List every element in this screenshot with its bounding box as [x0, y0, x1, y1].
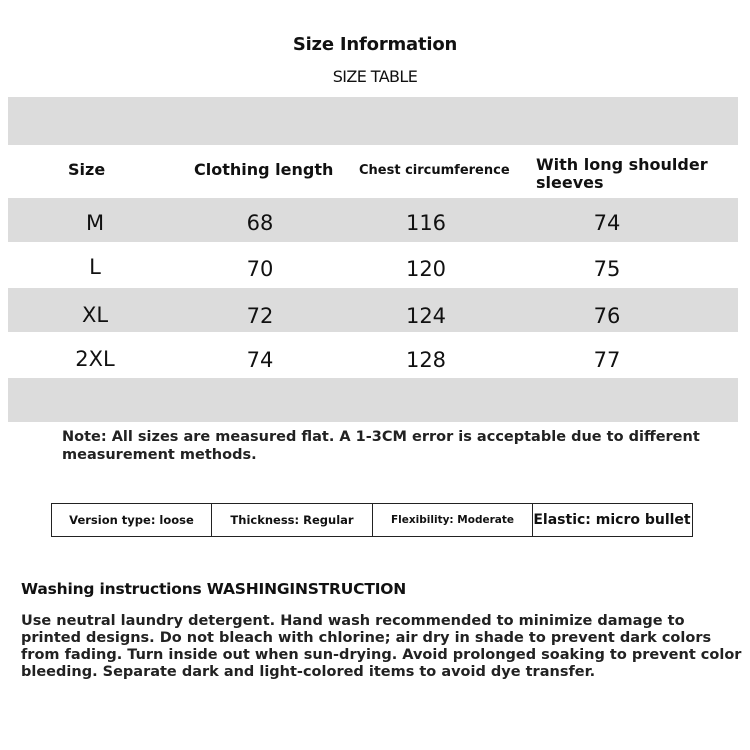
- table-cell-length: 68: [246, 211, 274, 235]
- table-cell-sleeve: 74: [593, 211, 621, 235]
- attribute-table: [51, 503, 693, 537]
- column-header-length: Clothing length: [194, 160, 334, 179]
- column-header-sleeve: With long shoulder sleeves: [536, 155, 708, 192]
- measurement-note: Note: All sizes are measured flat. A 1-3CM error is acceptable due to different measurement methods.: [62, 429, 700, 463]
- washing-text: Use neutral laundry detergent. Hand wash recommended to minimize damage to printed designs. Do not bleach with chlorine; air dry in shade to prevent dark colors from fading. Turn inside out when sun-drying. Avoid prolonged soaking to prevent color bleeding. Separate dark and light-colored items to avoid dye transfer.: [21, 613, 742, 680]
- table-cell-size: XL: [81, 303, 109, 327]
- table-cell-sleeve: 75: [593, 257, 621, 281]
- table-cell-sleeve: 76: [593, 304, 621, 328]
- table-cell-chest: 124: [405, 304, 447, 328]
- page-title: Size Information: [292, 34, 458, 55]
- page-subtitle: SIZE TABLE: [332, 67, 418, 86]
- table-cell-length: 72: [246, 304, 274, 328]
- table-cell-size: M: [85, 211, 105, 235]
- table-cell-chest: 120: [405, 257, 447, 281]
- table-top-band: [8, 97, 738, 145]
- table-cell-sleeve: 77: [593, 348, 621, 372]
- attribute-version-type: Version type: loose: [52, 504, 212, 536]
- attribute-elastic: Elastic: micro bullet: [533, 512, 691, 528]
- table-cell-length: 74: [246, 348, 274, 372]
- table-cell-length: 70: [246, 257, 274, 281]
- attribute-flexibility: Flexibility: Moderate: [373, 504, 533, 536]
- attribute-thickness: Thickness: Regular: [212, 504, 373, 536]
- column-header-size: Size: [68, 160, 106, 179]
- table-cell-chest: 128: [405, 348, 447, 372]
- table-cell-size: 2XL: [75, 347, 115, 371]
- table-bottom-band: [8, 378, 738, 422]
- washing-title: Washing instructions WASHINGINSTRUCTION: [21, 580, 407, 598]
- table-cell-size: L: [89, 255, 101, 279]
- column-header-chest: Chest circumference: [359, 163, 510, 178]
- table-cell-chest: 116: [405, 211, 447, 235]
